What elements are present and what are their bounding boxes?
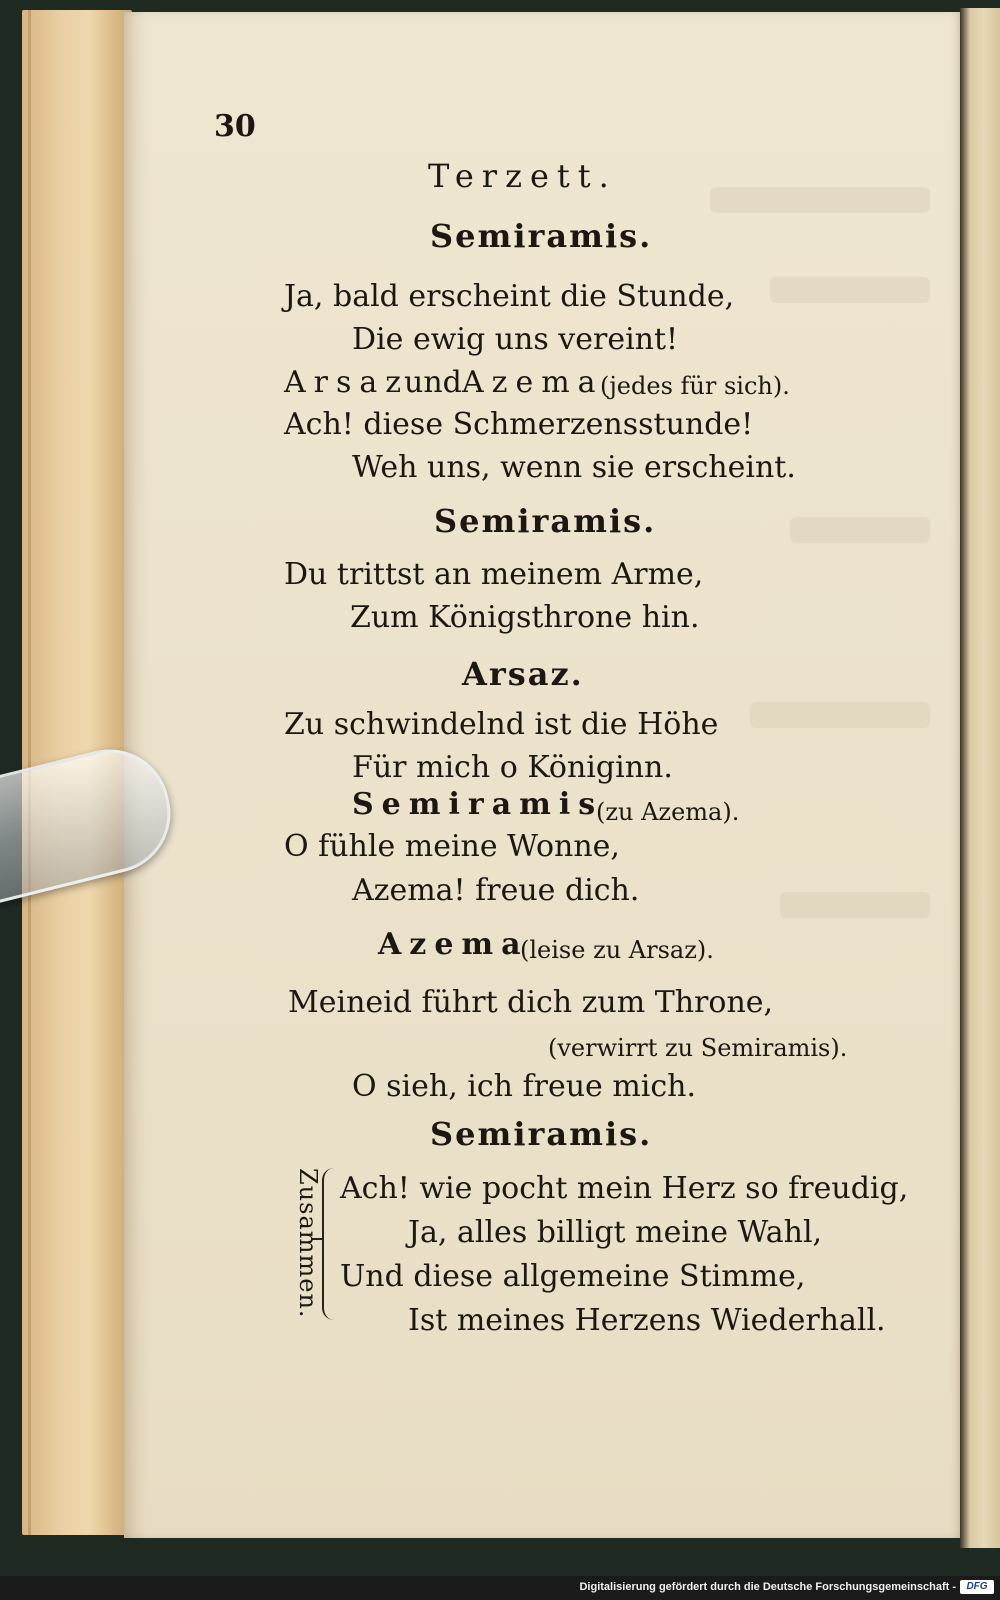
page-number: 30	[214, 109, 256, 144]
verse-line: Du trittst an meinem Arme,	[284, 557, 704, 592]
verse-line: Und diese allgemeine Stimme,	[340, 1259, 806, 1294]
bleed-through	[750, 702, 930, 728]
verse-line: Weh uns, wenn sie erscheint.	[352, 450, 796, 485]
verse-line: und	[404, 365, 462, 400]
verse-line: Ach! wie pocht mein Herz so freudig,	[340, 1171, 909, 1206]
verse-line: Für mich o Königinn.	[352, 750, 673, 785]
stage-direction: (leise zu Arsaz).	[520, 936, 714, 964]
footer-credit: Digitalisierung gefördert durch die Deutsche Forschungsgemeinschaft -	[579, 1581, 956, 1593]
page-title: Terzett.	[428, 157, 617, 195]
speaker-heading: Semiramis.	[430, 217, 653, 255]
grouping-brace	[322, 1168, 342, 1320]
speaker-heading: Semiramis.	[430, 1115, 653, 1153]
verse-line: Zu schwindelnd ist die Höhe	[284, 707, 719, 742]
verse-line: Ja, alles billigt meine Wahl,	[408, 1215, 823, 1250]
margin-note: Zusammen.	[294, 1168, 322, 1319]
verse-line: Die ewig uns vereint!	[352, 322, 679, 357]
dfg-logo: DFG	[960, 1580, 994, 1594]
speaker-heading: Arsaz.	[462, 655, 584, 693]
verse-line: Ach! diese Schmerzensstunde!	[284, 407, 754, 442]
bleed-through	[780, 892, 930, 918]
verse-line: Ist meines Herzens Wiederhall.	[408, 1303, 886, 1338]
verse-line: O fühle meine Wonne,	[284, 829, 620, 864]
speaker-heading: Semiramis.	[434, 502, 657, 540]
speaker-name: Semiramis	[352, 787, 604, 822]
bleed-through	[710, 187, 930, 213]
stage-direction: (zu Azema).	[596, 798, 740, 826]
facing-page-edge	[960, 8, 1000, 1548]
stage-direction: (verwirrt zu Semiramis).	[548, 1034, 848, 1062]
stage-direction: (jedes für sich).	[600, 372, 790, 400]
speaker-name: Arsaz	[284, 365, 410, 400]
bleed-through	[790, 517, 930, 543]
verse-line: Meineid führt dich zum Throne,	[288, 985, 774, 1020]
speaker-name: Azema	[462, 365, 604, 400]
verse-line: Ja, bald erscheint die Stunde,	[284, 279, 735, 314]
verse-line: Azema! freue dich.	[352, 873, 640, 908]
bleed-through	[770, 277, 930, 303]
verse-line: O sieh, ich freue mich.	[352, 1069, 697, 1104]
speaker-name: Azema	[378, 927, 529, 962]
verse-line: Zum Königsthrone hin.	[350, 600, 700, 635]
